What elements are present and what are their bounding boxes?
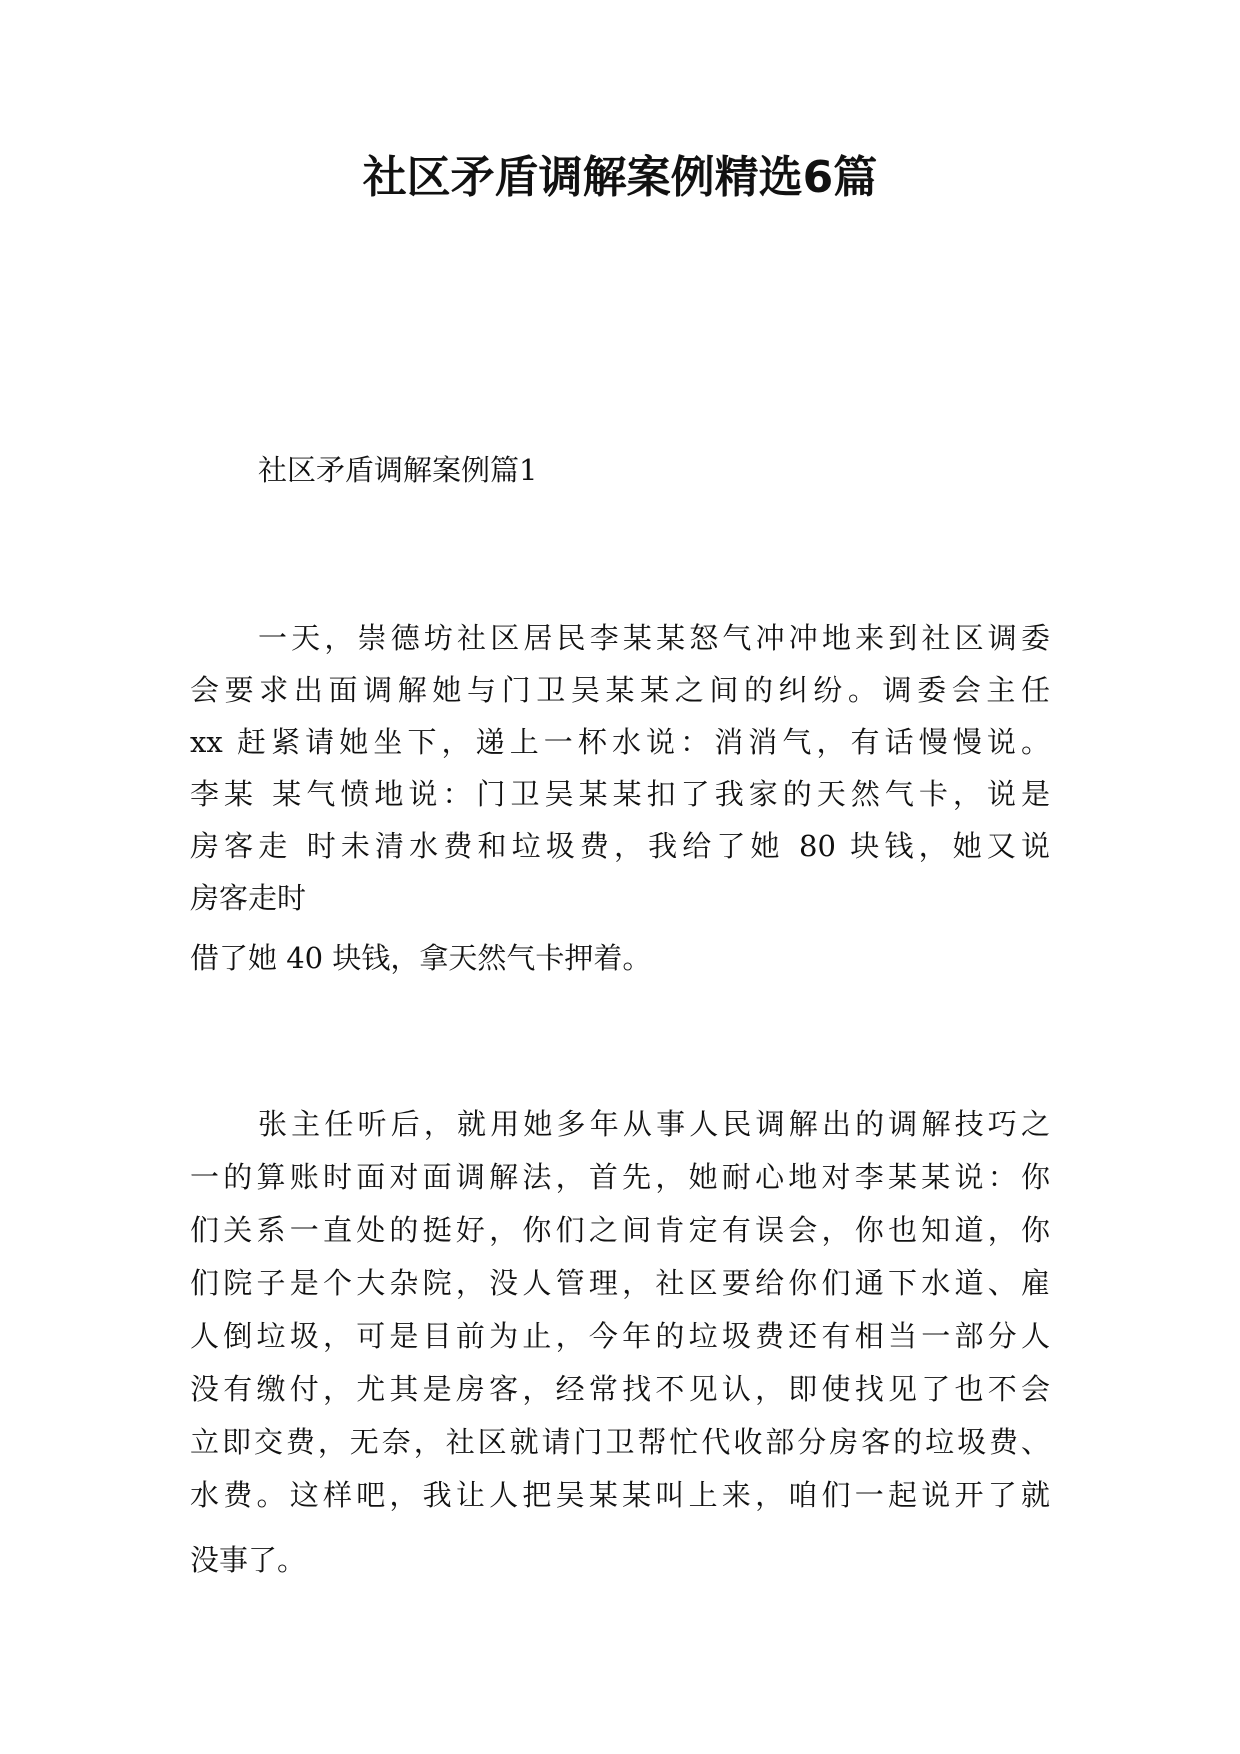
paragraph-line: 一天，崇德坊社区居民李某某怒气冲冲地来到社区调委 (258, 621, 1050, 655)
paragraph-line: 房客走 时未清水费和垃圾费，我给了她 80 块钱，她又说 (190, 829, 1050, 863)
paragraph-line: 一的算账时面对面调解法，首先，她耐心地对李某某说：你 (190, 1160, 1050, 1194)
paragraph-line: 立即交费，无奈，社区就请门卫帮忙代收部分房客的垃圾费、 (190, 1425, 1050, 1459)
paragraph-line: 们院子是个大杂院，没人管理，社区要给你们通下水道、雇 (190, 1266, 1050, 1300)
section-heading: 社区矛盾调解案例篇1 (258, 453, 538, 487)
paragraph-line: 没有缴付，尤其是房客，经常找不见认，即使找见了也不会 (190, 1372, 1050, 1406)
paragraph-line: 李某 某气愤地说：门卫吴某某扣了我家的天然气卡，说是 (190, 777, 1050, 811)
paragraph-line: 张主任听后，就用她多年从事人民调解出的调解技巧之 (258, 1107, 1050, 1141)
paragraph-line: 房客走时 (190, 881, 307, 915)
document-title: 社区矛盾调解案例精选6篇 (362, 152, 878, 203)
paragraph-line: 人倒垃圾，可是目前为止，今年的垃圾费还有相当一部分人 (190, 1319, 1050, 1353)
paragraph-line: 们关系一直处的挺好，你们之间肯定有误会，你也知道，你 (190, 1213, 1050, 1247)
paragraph-line: 没事了。 (190, 1543, 307, 1577)
paragraph-line: 会要求出面调解她与门卫吴某某之间的纠纷。调委会主任 (190, 673, 1050, 707)
paragraph-line: xx 赶紧请她坐下，递上一杯水说：消消气，有话慢慢说。 (190, 725, 1050, 759)
paragraph-line: 水费。这样吧，我让人把吴某某叫上来，咱们一起说开了就 (190, 1478, 1050, 1512)
paragraph-continuation: 借了她 40 块钱，拿天然气卡押着。 (190, 941, 652, 975)
